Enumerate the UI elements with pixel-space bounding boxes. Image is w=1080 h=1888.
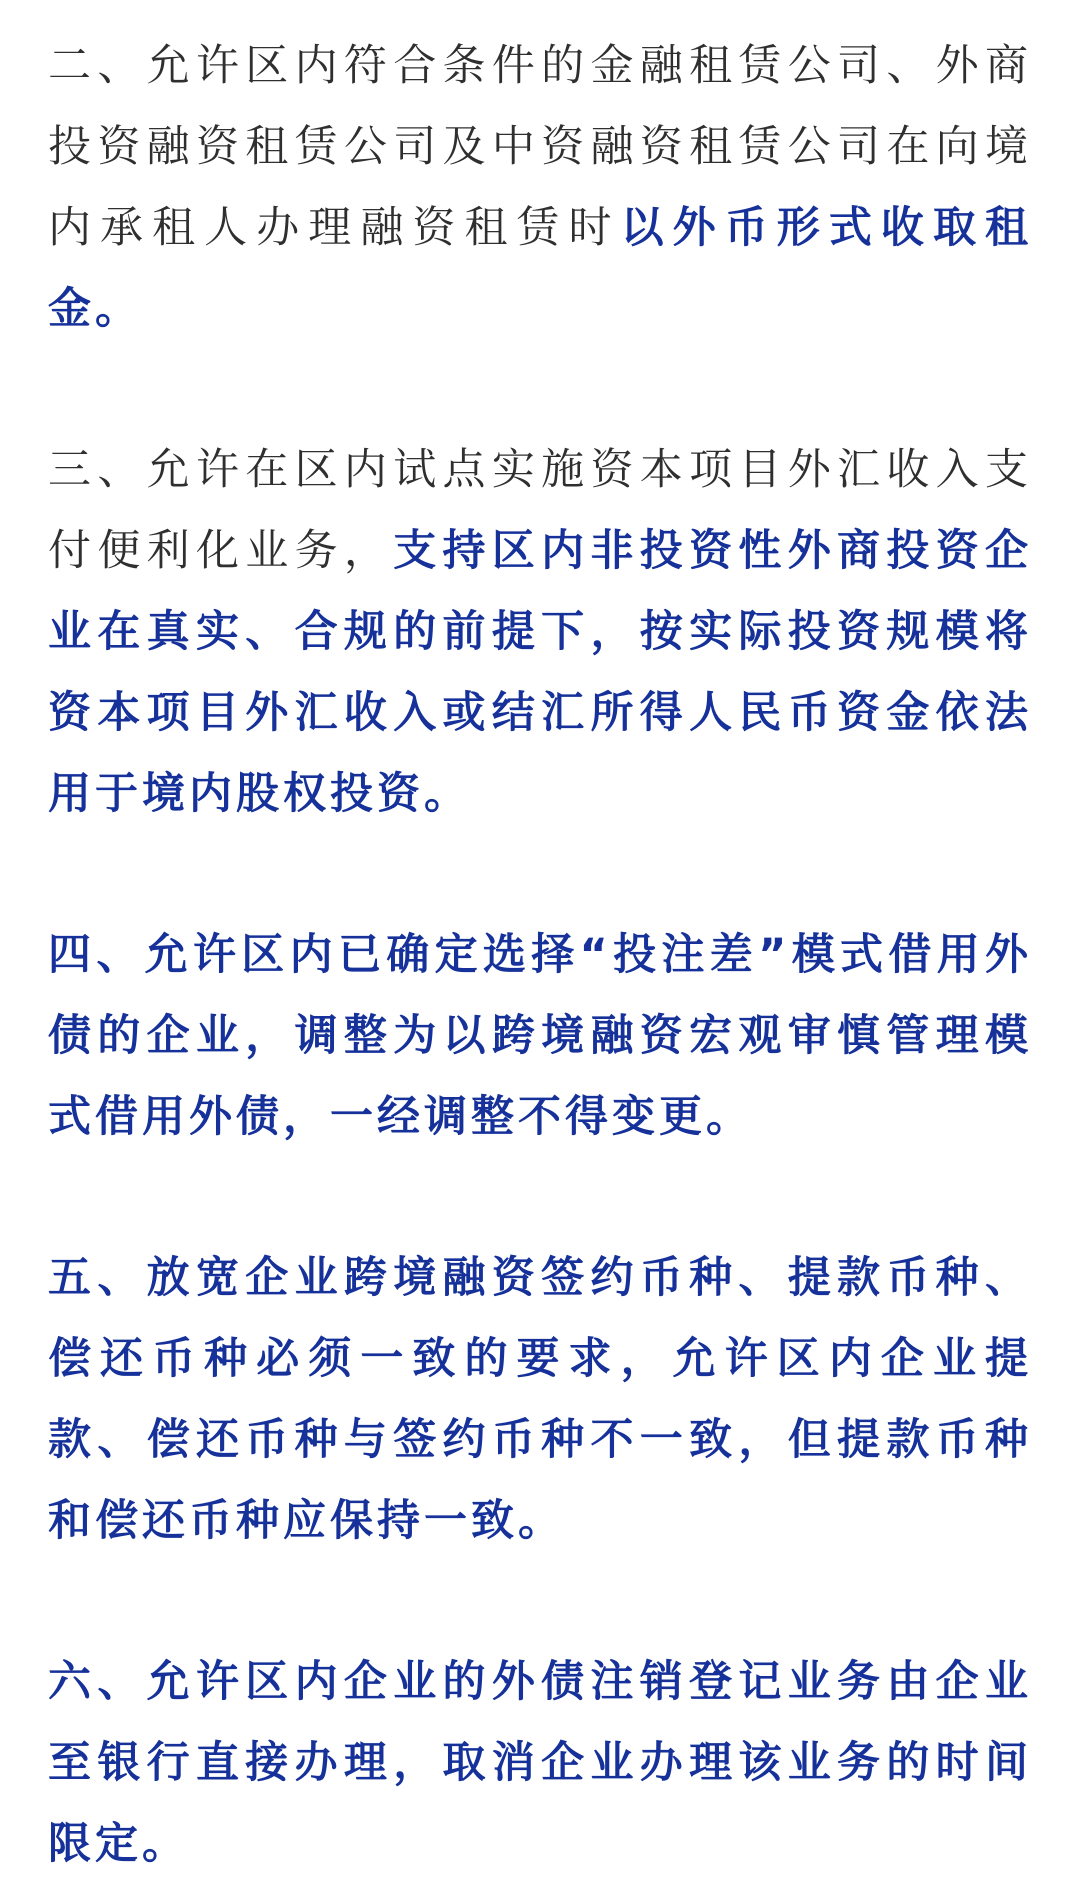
paragraph-2-highlight: 以外币形式收取租金。 <box>48 203 1033 334</box>
paragraph-3-highlight: 支持区内非投资性外商投资企业在真实、合规的前提下，按实际投资规模将资本项目外汇收入或结汇所得人民币资金依法用于境内股权投资。 <box>48 526 1033 819</box>
paragraph-spacer <box>48 1158 1032 1238</box>
paragraph-5-highlight: 五、放宽企业跨境融资签约币种、提款币种、偿还币种必须一致的要求，允许区内企业提款、偿还币种与签约币种不一致，但提款币种和偿还币种应保持一致。 <box>48 1253 1032 1546</box>
paragraph-6 <box>48 1642 1032 1885</box>
paragraph-6-highlight: 六、允许区内企业的外债注销登记业务由企业至银行直接办理，取消企业办理该业务的时间限定。 <box>48 1657 1032 1869</box>
paragraph-4-highlight: 四、允许区内已确定选择“投注差”模式借用外债的企业，调整为以跨境融资宏观审慎管理模式借用外债，一经调整不得变更。 <box>48 930 1032 1142</box>
paragraph-2 <box>48 26 1032 350</box>
paragraph-4 <box>48 915 1032 1158</box>
paragraph-spacer <box>48 350 1032 430</box>
paragraph-5 <box>48 1238 1032 1562</box>
paragraph-spacer <box>48 1562 1032 1642</box>
paragraph-spacer <box>48 835 1032 915</box>
paragraph-3-text: 三、允许在区内试点实施资本项目外汇收入支付便利化业务， <box>48 445 1032 576</box>
paragraph-3 <box>48 430 1032 835</box>
paragraph-2-text: 二、允许区内符合条件的金融租赁公司、外商投资融资租赁公司及中资融资租赁公司在向境内承租人办理融资租赁时 <box>48 41 1032 253</box>
